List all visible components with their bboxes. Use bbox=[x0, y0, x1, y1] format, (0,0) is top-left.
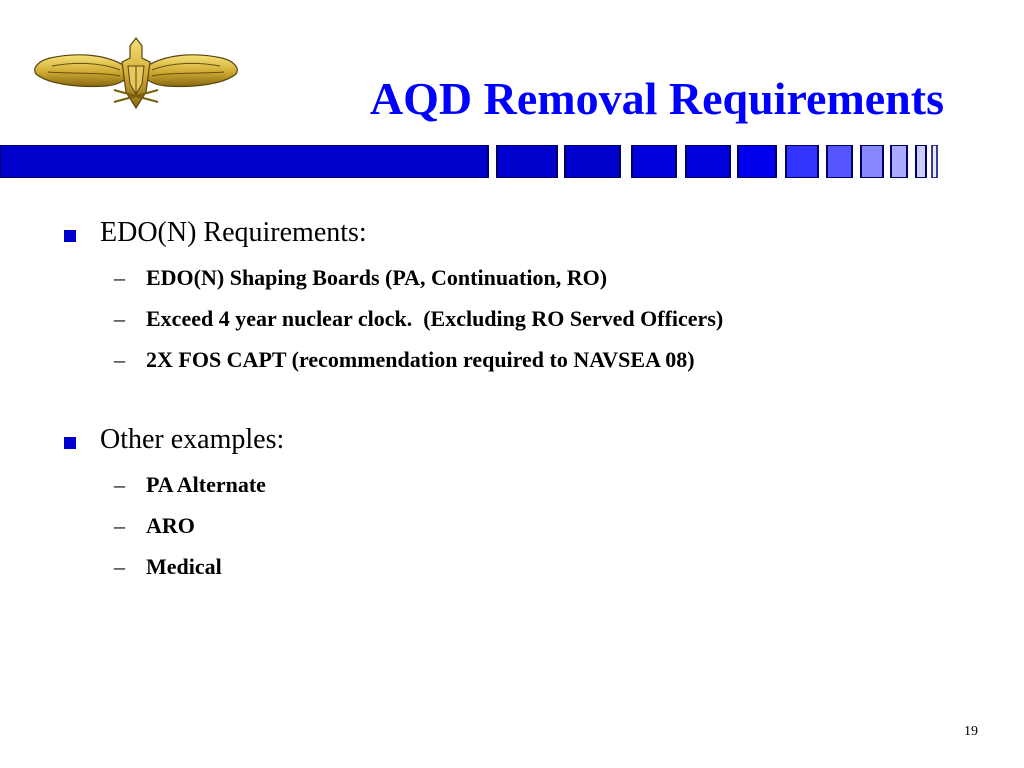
bullet-heading bbox=[62, 422, 962, 458]
sub-bullet-item bbox=[62, 298, 962, 339]
bullet-content bbox=[62, 215, 962, 587]
sub-bullet-list bbox=[62, 257, 962, 380]
square-bullet-icon bbox=[64, 230, 76, 242]
dash-bullet-icon: – bbox=[114, 265, 125, 290]
sub-bullet-item bbox=[62, 257, 962, 298]
sub-bullet-text: ARO bbox=[146, 513, 195, 538]
sub-bullet-text: Medical bbox=[146, 554, 222, 579]
page-number: 19 bbox=[964, 724, 978, 739]
sub-bullet-item bbox=[62, 505, 962, 546]
sub-bullet-text: PA Alternate bbox=[146, 472, 266, 497]
sub-bullet-item bbox=[62, 464, 962, 505]
dash-bullet-icon: – bbox=[114, 472, 125, 497]
sub-bullet-text: EDO(N) Shaping Boards (PA, Continuation, RO) bbox=[146, 265, 608, 290]
dash-bullet-icon: – bbox=[114, 347, 125, 372]
dash-bullet-icon: – bbox=[114, 554, 125, 579]
sub-bullet-text: Exceed 4 year nuclear clock. (Excluding RO Served Officers) bbox=[146, 306, 724, 331]
sub-bullet-text: 2X FOS CAPT (recommendation required to NAVSEA 08) bbox=[146, 347, 695, 372]
dash-bullet-icon: – bbox=[114, 306, 125, 331]
decorative-blue-bar bbox=[0, 145, 950, 178]
section-other-examples bbox=[62, 422, 962, 587]
sub-bullet-item bbox=[62, 339, 962, 380]
bullet-heading-text: Other examples: bbox=[100, 424, 285, 455]
surface-warfare-officer-insignia-icon bbox=[28, 32, 244, 112]
square-bullet-icon bbox=[64, 437, 76, 449]
bullet-heading bbox=[62, 215, 962, 251]
sub-bullet-list bbox=[62, 464, 962, 587]
dash-bullet-icon: – bbox=[114, 513, 125, 538]
page-title: AQD Removal Requirements bbox=[369, 73, 944, 124]
bullet-heading-text: EDO(N) Requirements: bbox=[100, 217, 367, 248]
section-edo-requirements bbox=[62, 215, 962, 380]
sub-bullet-item bbox=[62, 546, 962, 587]
